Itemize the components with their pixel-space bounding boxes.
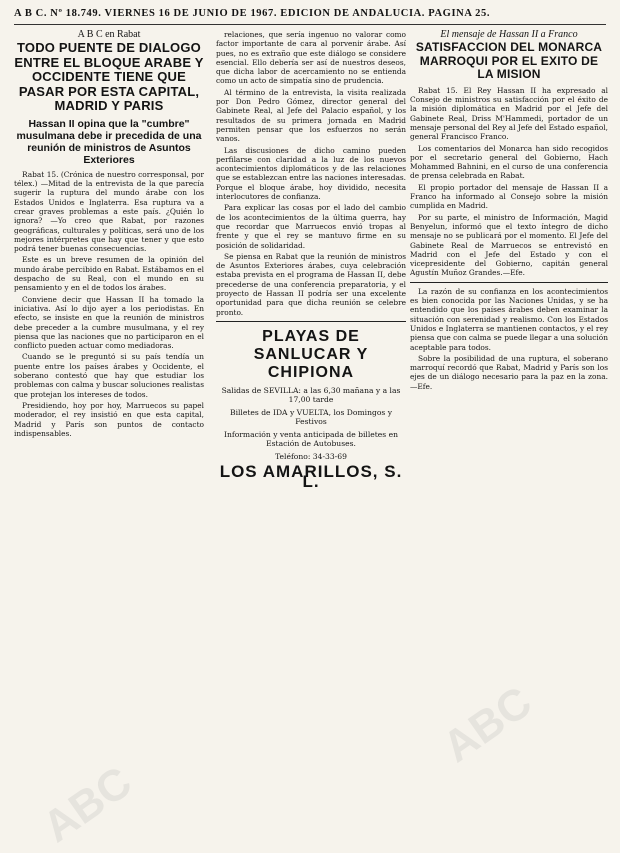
article-paragraph: Rabat 15. El Rey Hassan II ha expresado al Consejo de ministros su satisfacción por el éxito de la misión diplomática en Madrid por el Jefe del Gabinete Real, Driss M'Hammedi, portador de un mensaje personal del Rey al Jefe del Estado español, general Francisco Franco. (410, 85, 608, 142)
column-left (14, 30, 204, 838)
section-label: El mensaje de Hassan II a Franco (440, 30, 578, 40)
page-masthead: A B C. Nº 18.749. VIERNES 16 DE JUNIO DE 1967. EDICION DE ANDALUCIA. PAGINA 25. (14, 8, 606, 25)
article-paragraph: Al término de la entrevista, la visita realizada por Don Pedro Gómez, director general del Gabinete Real, al Jefe del Palacio español, y los resultados de su primera jornada en Madrid permiten pensar que los esfuerzos no serán vanos. (216, 87, 406, 144)
watermark: ABC (434, 677, 541, 772)
article-paragraph: Las discusiones de dicho camino pueden perfilarse con claridad a la luz de los nuevos acontecimientos diplomáticos y de las relaciones que se establezcan entre las naciones interesadas. Porque el bloque árabe, hoy dividido, necesita interlocutores de confianza. (216, 145, 406, 202)
ad-title: PLAYAS DE SANLUCAR Y CHIPIONA (253, 327, 369, 381)
column-middle (216, 30, 406, 838)
article-paragraph: Los comentarios del Monarca han sido recogidos por el secretario general del Gobierno, Hach Mohammed Bahnini, en el curso de una conferencia de prensa celebrada en Rabat. (410, 143, 608, 181)
article-paragraph: El propio portador del mensaje de Hassan II a Franco ha informado al Consejo sobre la misión cumplida en Madrid. (410, 182, 608, 211)
watermark: ABC (34, 757, 141, 852)
article-paragraph: Este es un breve resumen de la opinión del mundo árabe percibido en Rabat. Estábamos en el despacho de su Real, con el mundo en su pensamiento y en el de todos los árabes. (14, 255, 204, 293)
ad-schedule: Salidas de SEVILLA: a las 6,30 mañana y a las 17,00 tarde (221, 385, 401, 405)
article-paragraph: Sobre la posibilidad de una ruptura, el soberano marroquí recordó que Rabat, Madrid y París son los ejes de un diálogo necesario para la paz en la zona.—Efe. (410, 353, 608, 391)
headline: SATISFACCION DEL MONARCA MARROQUI POR EL EXITO DE LA MISION (415, 40, 603, 82)
article-paragraph: relaciones, que sería ingenuo no valorar como factor importante de cara al porvenir árabe. Así pues, no es extraño que este diálogo se considere esencial. Ello debería ser así de nuestros deseos, que dicha labor de acercamiento no se entienda como un acto de simpatía sino de prudencia. (216, 30, 406, 86)
divider (216, 321, 406, 322)
article-paragraph: Conviene decir que Hassan II ha tomado la iniciativa. Así lo dijo ayer a los periodistas. En efecto, se insiste en que la reunión de ministros debe preceder a la cumbre musulmana, y el rey piensa que las naciones que no participaron en el conflicto pueden actuar como mediadoras. (14, 294, 204, 351)
headline: TODO PUENTE DE DIALOGO ENTRE EL BLOQUE ARABE Y OCCIDENTE TIENE QUE PASAR POR ESTA CAPITAL, MADRID Y PARIS (14, 40, 204, 114)
section-label: A B C en Rabat (77, 30, 141, 40)
advertisement (216, 327, 406, 491)
ad-info: Información y venta anticipada de billetes en Estación de Autobuses. (224, 429, 398, 449)
article-paragraph: Por su parte, el ministro de Información, Magid Benyelun, informó que el texto íntegro de dicho mensaje no se publicará por el momento. El Jefe del Gabinete Real de Marruecos se entrevistó en Madrid con el Jefe del Estado y con el vicepresidente del Gobierno, capitán general Agustín Muñoz Grandes.—Efe. (410, 212, 608, 278)
article-paragraph: Para explicar las cosas por el lado del cambio de los acontecimientos de la última guerra, hay que recordar que Marruecos envió tropas al frente y que el rey se mantuvo firme en su posición de solidaridad. (216, 203, 406, 250)
subheadline: Hassan II opina que la "cumbre" musulmana debe ir precedida de una reunión de ministros de Asuntos Exteriores (16, 117, 202, 166)
ad-phone: Teléfono: 34-33-69 (275, 451, 347, 461)
article-paragraph: Cuando se le preguntó si su país tendía un puente entre los países árabes y Occidente, el soberano contestó que hay que estudiar los problemas con calma y buscar soluciones realistas que protejan los intereses de todos. (14, 352, 204, 399)
column-right (410, 30, 608, 838)
ad-company: LOS AMARILLOS, S. L. (219, 462, 403, 491)
article-paragraph: Presidiendo, hoy por hoy, Marruecos su papel moderador, el rey insistió en que esta capital, Madrid y París son puntos de contacto indispensables. (14, 400, 204, 438)
article-paragraph: La razón de su confianza en los acontecimientos es bien conocida por las Naciones Unidas, y se ha entendido que los países árabes deben examinar la situación con serenidad y realismo. Con los Estados Unidos e Inglaterra se mantienen contactos, y el rey piensa que con calma se puede llegar a una solución aceptable para todos. (410, 286, 608, 352)
article-paragraph: Rabat 15. (Crónica de nuestro corresponsal, por télex.) —Mitad de la entrevista de la que parecía sugerir la ruptura del mundo árabe con los Estados Unidos e Inglaterra. Esa ruptura va a crear graves problemas a este país. ¿Quién lo ignora? —Yo creo que Rabat, por razones geográficas, culturales y políticas, será uno de los mejores intérpretes que hay que tener y que esto podrá tener buenas consecuencias. (14, 169, 204, 254)
article-paragraph: Se piensa en Rabat que la reunión de ministros de Asuntos Exteriores árabes, cuya celebración estaba prevista en el programa de Hassan II, debe precederse de una conferencia preparatoria, y el proyecto de Hassan II podría ser una excelente oportunidad para que dicha reunión se celebre pronto. (216, 251, 406, 317)
divider (410, 282, 608, 283)
ad-tickets: Billetes de IDA y VUELTA, los Domingos y Festivos (229, 407, 392, 427)
